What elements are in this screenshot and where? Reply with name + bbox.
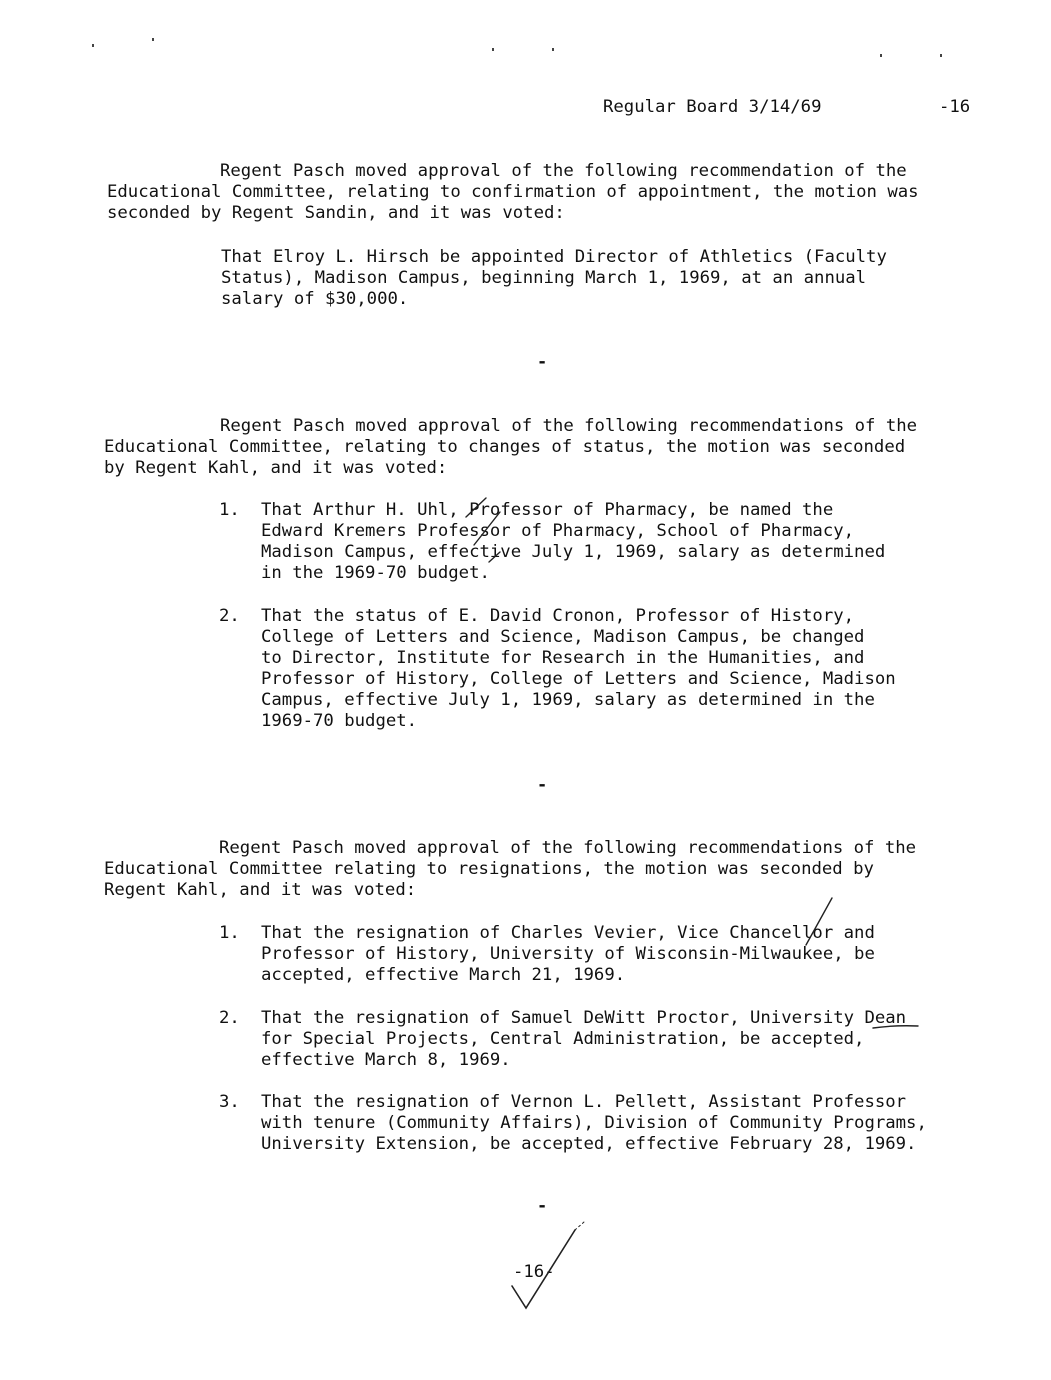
section3-item-number: 1. bbox=[219, 923, 240, 943]
speck bbox=[552, 48, 554, 51]
section2-item-line: in the 1969-70 budget. bbox=[261, 563, 490, 583]
section3-item-line: accepted, effective March 21, 1969. bbox=[261, 965, 626, 985]
check-mark-tail bbox=[575, 1222, 584, 1230]
section1-intro-line: Educational Committee, relating to confirmation of appointment, the motion was bbox=[107, 182, 919, 202]
section3-item-line: for Special Projects, Central Administration, be accepted, bbox=[261, 1029, 865, 1049]
section3-item-line: University Extension, be accepted, effective February 28, 1969. bbox=[261, 1134, 917, 1154]
section3-item-line: That the resignation of Vernon L. Pellett, Assistant Professor bbox=[261, 1092, 907, 1112]
section3-intro-line: Regent Pasch moved approval of the following recommendations of the bbox=[219, 838, 917, 858]
section3-item-line: Professor of History, University of Wisconsin-Milwaukee, be bbox=[261, 944, 875, 964]
section2-item-line: 1969-70 budget. bbox=[261, 711, 418, 731]
section-separator: - bbox=[537, 775, 548, 795]
section2-item-line: College of Letters and Science, Madison Campus, be changed bbox=[261, 627, 865, 647]
footer-page-number: -16- bbox=[513, 1262, 555, 1282]
section2-item-line: Campus, effective July 1, 1969, salary as determined in the bbox=[261, 690, 875, 710]
section2-item-line: That the status of E. David Cronon, Professor of History, bbox=[261, 606, 855, 626]
section2-item-line: to Director, Institute for Research in the Humanities, and bbox=[261, 648, 865, 668]
speck bbox=[492, 48, 494, 51]
section3-item-line: That the resignation of Charles Vevier, Vice Chancellor and bbox=[261, 923, 875, 943]
section2-item-number: 1. bbox=[219, 500, 240, 520]
speck bbox=[92, 44, 94, 47]
section1-intro-line: seconded by Regent Sandin, and it was voted: bbox=[107, 203, 565, 223]
section2-item-line: Madison Campus, effective July 1, 1969, salary as determined bbox=[261, 542, 886, 562]
section3-item-line: That the resignation of Samuel DeWitt Proctor, University Dean bbox=[261, 1008, 907, 1028]
header-board-date: Regular Board 3/14/69 bbox=[603, 97, 822, 117]
section3-item-number: 2. bbox=[219, 1008, 240, 1028]
section1-intro-line: Regent Pasch moved approval of the following recommendation of the bbox=[220, 161, 907, 181]
section3-item-number: 3. bbox=[219, 1092, 240, 1112]
section1-resolution-line: Status), Madison Campus, beginning March 1, 1969, at an annual bbox=[221, 268, 867, 288]
section3-item-line: with tenure (Community Affairs), Division of Community Programs, bbox=[261, 1113, 927, 1133]
speck bbox=[152, 38, 154, 41]
section3-intro-line: Educational Committee relating to resignations, the motion was seconded by bbox=[104, 859, 874, 879]
section2-intro-line: Educational Committee, relating to changes of status, the motion was seconded bbox=[104, 437, 906, 457]
header-page-number: -16 bbox=[939, 97, 971, 117]
section-separator: - bbox=[537, 1196, 548, 1216]
section2-item-line: Professor of History, College of Letters and Science, Madison bbox=[261, 669, 896, 689]
section1-resolution-line: That Elroy L. Hirsch be appointed Director of Athletics (Faculty bbox=[221, 247, 887, 267]
section2-item-number: 2. bbox=[219, 606, 240, 626]
section2-item-line: Edward Kremers Professor of Pharmacy, School of Pharmacy, bbox=[261, 521, 855, 541]
section3-item-line: effective March 8, 1969. bbox=[261, 1050, 511, 1070]
speck bbox=[880, 54, 882, 57]
speck bbox=[940, 54, 942, 57]
section-separator: - bbox=[537, 352, 548, 372]
section1-resolution-line: salary of $30,000. bbox=[221, 289, 409, 309]
section2-intro-line: Regent Pasch moved approval of the following recommendations of the bbox=[220, 416, 918, 436]
section2-item-line: That Arthur H. Uhl, Professor of Pharmacy, be named the bbox=[261, 500, 834, 520]
section3-intro-line: Regent Kahl, and it was voted: bbox=[104, 880, 417, 900]
section2-intro-line: by Regent Kahl, and it was voted: bbox=[104, 458, 448, 478]
